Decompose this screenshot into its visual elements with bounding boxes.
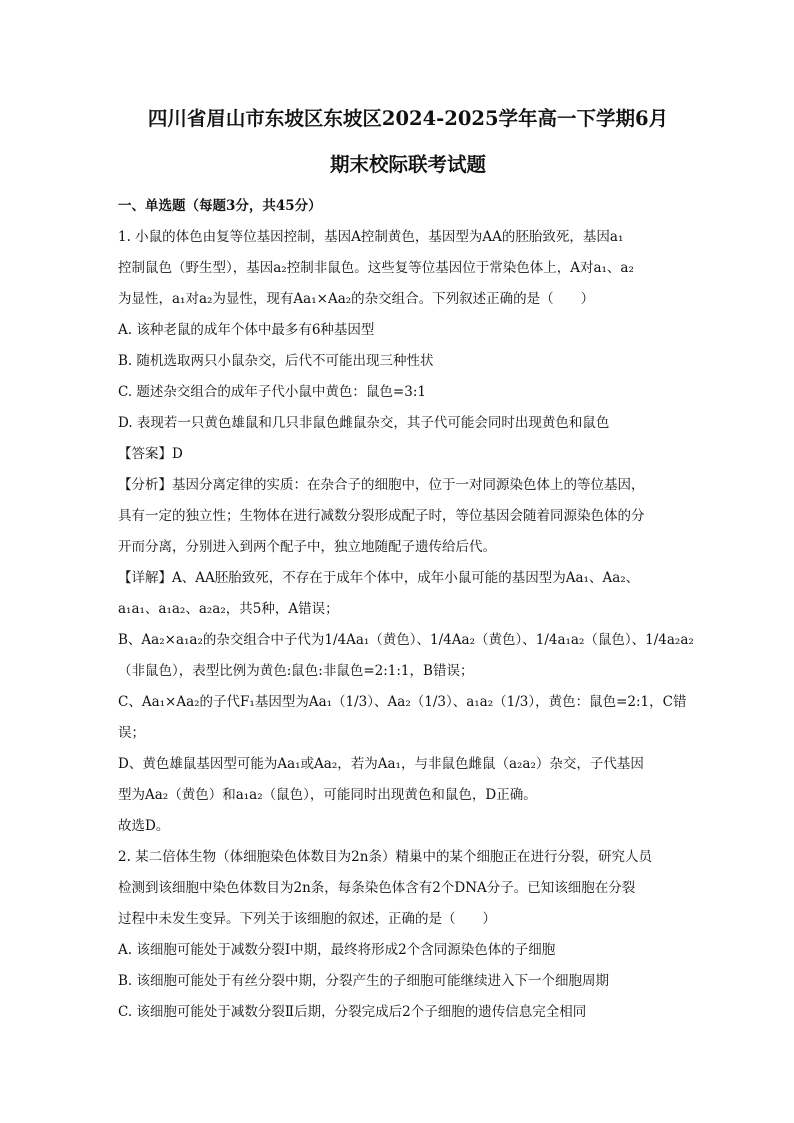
q1-detail-line-7: D、黄色雄鼠基因型可能为Aa₁或Aa₂，若为Aa₁，与非鼠色雌鼠（a₂a₂）杂交，子代基因 bbox=[118, 756, 644, 772]
q1-detail-line-5: C、Aa₁×Aa₂的子代F₁基因型为Aa₁（1/3）、Aa₂（1/3）、a₁a₂（1/3），黄色：鼠色=2:1，C错 bbox=[118, 694, 687, 710]
q1-detail-line-1: 【详解】A、AA胚胎致死，不存在于成年个体中，成年小鼠可能的基因型为Aa₁、Aa₂、 bbox=[118, 570, 640, 586]
q1-detail-line-8: 型为Aa₂（黄色）和a₁a₂（鼠色），可能同时出现黄色和鼠色，D正确。 bbox=[118, 787, 537, 803]
q1-option-c: C. 题述杂交组合的成年子代小鼠中黄色：鼠色=3:1 bbox=[118, 384, 426, 400]
q1-stem-line-2: 控制鼠色（野生型），基因a₂控制非鼠色。这些复等位基因位于常染色体上，A对a₁、a₂ bbox=[118, 260, 634, 276]
question-2 bbox=[118, 842, 698, 1028]
q1-detail-line-3: B、Aa₂×a₁a₂的杂交组合中子代为1/4Aa₁（黄色）、1/4Aa₂（黄色）、1/4a₁a₂（鼠色）、1/4a₂a₂ bbox=[118, 632, 694, 648]
title-line-2: 期末校际联考试题 bbox=[329, 153, 486, 176]
question-1 bbox=[118, 222, 698, 842]
q2-stem-line-2: 检测到该细胞中染色体数目为2n条，每条染色体含有2个DNA分子。已知该细胞在分裂 bbox=[118, 880, 636, 896]
section-heading: 一、单选题（每题3分，共45分） bbox=[118, 198, 322, 214]
q1-stem-line-3: 为显性，a₁对a₂为显性，现有Aa₁×Aa₂的杂交组合。下列叙述正确的是（ ） bbox=[118, 291, 595, 307]
q2-option-a: A. 该细胞可能处于减数分裂Ⅰ中期，最终将形成2个含同源染色体的子细胞 bbox=[118, 942, 556, 958]
q1-detail-line-4: （非鼠色），表型比例为黄色:鼠色:非鼠色=2:1:1，B错误； bbox=[118, 663, 474, 679]
q1-analysis-line-3: 开而分离，分别进入到两个配子中，独立地随配子遗传给后代。 bbox=[118, 539, 496, 555]
document-title bbox=[94, 96, 722, 188]
q1-stem-line-1: 1. 小鼠的体色由复等位基因控制，基因A控制黄色，基因型为AA的胚胎致死，基因a₁ bbox=[118, 229, 624, 245]
q1-conclusion: 故选D。 bbox=[118, 818, 170, 834]
q1-option-a: A. 该种老鼠的成年个体中最多有6种基因型 bbox=[118, 322, 375, 338]
title-line-1: 四川省眉山市东坡区东坡区2024-2025学年高一下学期6月 bbox=[147, 107, 669, 130]
q1-analysis-line-2: 具有一定的独立性；生物体在进行减数分裂形成配子时，等位基因会随着同源染色体的分 bbox=[118, 508, 645, 524]
q1-answer: 【答案】D bbox=[118, 446, 183, 462]
q2-stem-line-1: 2. 某二倍体生物（体细胞染色体数目为2n条）精巢中的某个细胞正在进行分裂，研究人员 bbox=[118, 849, 652, 865]
q1-detail-line-6: 误； bbox=[118, 725, 145, 741]
q2-option-c: C. 该细胞可能处于减数分裂Ⅱ后期，分裂完成后2个子细胞的遗传信息完全相同 bbox=[118, 1004, 587, 1020]
q1-detail-line-2: a₁a₁、a₁a₂、a₂a₂，共5种，A错误； bbox=[118, 601, 339, 617]
q1-option-d: D. 表现若一只黄色雄鼠和几只非鼠色雌鼠杂交，其子代可能会同时出现黄色和鼠色 bbox=[118, 415, 610, 431]
q1-analysis-line-1: 【分析】基因分离定律的实质：在杂合子的细胞中，位于一对同源染色体上的等位基因， bbox=[118, 477, 645, 493]
q2-stem-line-3: 过程中未发生变异。下列关于该细胞的叙述，正确的是（ ） bbox=[118, 911, 496, 927]
q2-option-b: B. 该细胞可能处于有丝分裂中期，分裂产生的子细胞可能继续进入下一个细胞周期 bbox=[118, 973, 610, 989]
q1-option-b: B. 随机选取两只小鼠杂交，后代不可能出现三种性状 bbox=[118, 353, 434, 369]
